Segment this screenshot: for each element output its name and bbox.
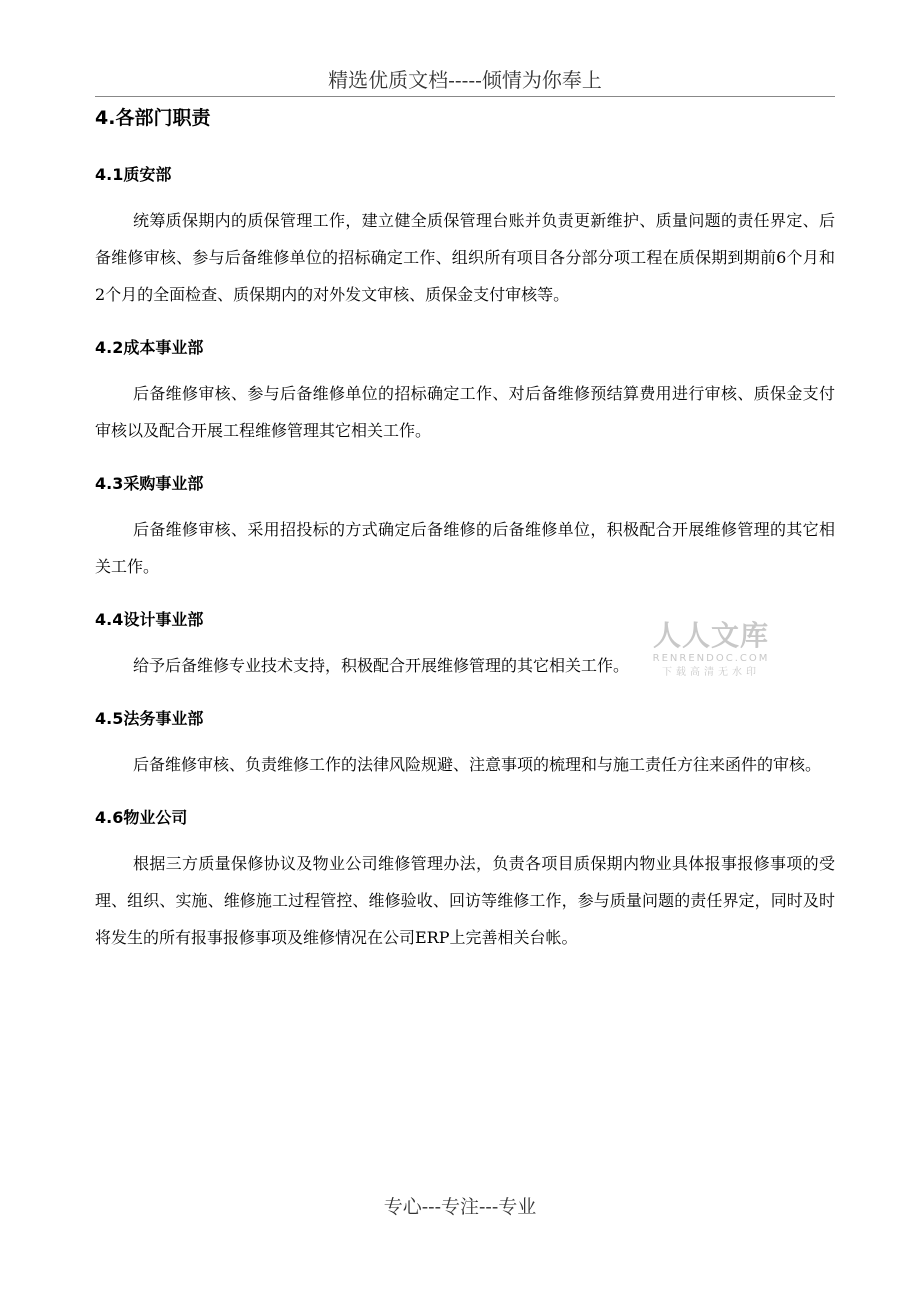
subsection-paragraph: 后备维修审核、采用招投标的方式确定后备维修的后备维修单位，积极配合开展维修管理的其它相关工作。 [95, 520, 835, 576]
subsection-heading: 4.1质安部 [95, 165, 172, 184]
watermark-logo [646, 620, 776, 680]
section-4-2 [95, 333, 835, 449]
subsection-paragraph: 后备维修审核、参与后备维修单位的招标确定工作、对后备维修预结算费用进行审核、质保金支付审核以及配合开展工程维修管理其它相关工作。 [95, 384, 835, 440]
page-footer: 专心---专注---专业 [383, 1196, 537, 1218]
section-4-6 [95, 803, 835, 956]
section-4-3 [95, 469, 835, 585]
watermark-name: 人人文库 [652, 619, 769, 652]
document-body [95, 160, 835, 976]
subsection-paragraph: 后备维修审核、负责维修工作的法律风险规避、注意事项的梳理和与施工责任方往来函件的审核。 [133, 755, 822, 774]
subsection-heading: 4.3采购事业部 [95, 474, 204, 493]
subsection-paragraph: 给予后备维修专业技术支持，积极配合开展维修管理的其它相关工作。 [133, 656, 630, 675]
watermark-tagline: 下载高清无水印 [662, 667, 760, 678]
subsection-paragraph: 统筹质保期内的质保管理工作，建立健全质保管理台账并负责更新维护、质量问题的责任界定、后备维修审核、参与后备维修单位的招标确定工作、组织所有项目各分部分项工程在质保期到期前6个月和2个月的全面检查、质保期内的对外发文审核、质保金支付审核等。 [95, 211, 835, 304]
section-title: 4.各部门职责 [95, 107, 211, 129]
section-4-1 [95, 160, 835, 313]
subsection-heading: 4.2成本事业部 [95, 338, 204, 357]
subsection-heading: 4.4设计事业部 [95, 610, 204, 629]
watermark-url: RENRENDOC.COM [652, 653, 770, 664]
page-header: 精选优质文档-----倾情为你奉上 [95, 64, 835, 97]
subsection-paragraph: 根据三方质量保修协议及物业公司维修管理办法，负责各项目质保期内物业具体报事报修事项的受理、组织、实施、维修施工过程管控、维修验收、回访等维修工作，参与质量问题的责任界定，同时及时将发生的所有报事报修事项及维修情况在公司ERP上完善相关台帐。 [95, 854, 835, 947]
subsection-heading: 4.6物业公司 [95, 808, 188, 827]
section-4-5 [95, 704, 835, 783]
subsection-heading: 4.5法务事业部 [95, 709, 204, 728]
